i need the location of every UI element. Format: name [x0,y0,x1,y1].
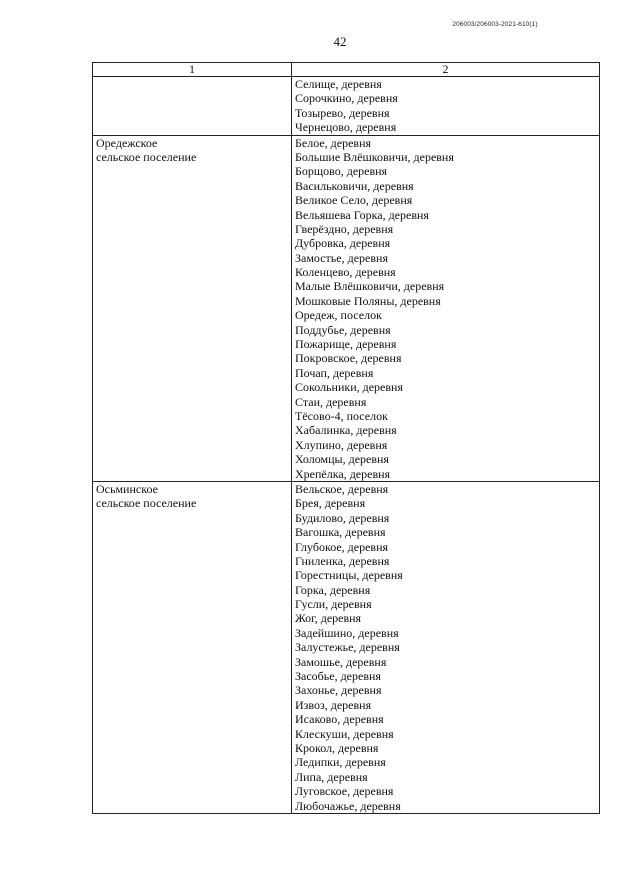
column-header-1: 1 [93,63,292,77]
place-item: Крокол, деревня [295,740,379,755]
place-item: Дубровка, деревня [295,236,391,251]
place-item: Васильковичи, деревня [295,178,414,193]
place-item: Сокольники, деревня [295,380,403,395]
place-item: Клескуши, деревня [295,726,394,741]
place-item: Хлупино, деревня [295,437,388,452]
place-item: Селище, деревня [295,77,382,91]
place-item: Тозырево, деревня [295,105,390,120]
place-item: Залустежье, деревня [295,640,400,655]
place-item: Засобье, деревня [295,669,381,684]
place-item: Вельское, деревня [295,481,389,496]
settlement-name-cell [93,135,292,481]
places-list-cell [292,135,600,481]
place-item: Брея, деревня [295,496,366,511]
place-item: Горестницы, деревня [295,568,403,583]
places-list-cell [292,77,600,136]
place-item: Задейшино, деревня [295,625,399,640]
place-item: Сорочкино, деревня [295,91,398,106]
table-row [93,135,600,481]
table-header-row [93,63,600,77]
place-item: Вельяшева Горка, деревня [295,207,429,222]
place-item: Стаи, деревня [295,394,367,409]
place-item: Замошье, деревня [295,654,387,669]
place-item: Пожарище, деревня [295,337,397,352]
settlement-name-cell [93,481,292,813]
settlement-name-cell [93,77,292,136]
place-item: Вагошка, деревня [295,525,386,540]
settlements-table [92,62,600,814]
table-row [93,481,600,813]
place-item: Мошковые Поляны, деревня [295,293,441,308]
settlement-name-line: сельское поселение [96,149,197,164]
place-item: Покровское, деревня [295,351,402,366]
place-item: Белое, деревня [295,135,372,150]
place-item: Хрепёлка, деревня [295,466,391,481]
place-item: Великое Село, деревня [295,193,413,208]
place-item: Луговское, деревня [295,784,394,799]
place-item: Чернецово, деревня [295,120,397,135]
place-item: Хабалинка, деревня [295,423,397,438]
place-item: Поддубье, деревня [295,322,391,337]
place-item: Тёсово-4, поселок [295,408,388,423]
place-item: Холомцы, деревня [295,452,389,467]
settlement-name-line: Оредежское [96,135,158,150]
place-item: Будилово, деревня [295,510,390,525]
place-item: Большие Влёшковичи, деревня [295,149,454,164]
place-item: Жог, деревня [295,611,362,626]
place-item: Борщово, деревня [295,164,388,179]
place-item: Любочажье, деревня [295,798,401,813]
settlement-name-line: Осьминское [96,481,158,496]
table-row [93,77,600,136]
place-item: Гниленка, деревня [295,553,390,568]
place-item: Липа, деревня [295,769,368,784]
place-item: Захонье, деревня [295,683,382,698]
place-item: Коленцево, деревня [295,265,396,280]
column-header-2: 2 [292,63,600,77]
place-item: Ледипки, деревня [295,755,386,770]
place-item: Гверёздно, деревня [295,221,394,236]
place-item: Почап, деревня [295,365,374,380]
place-item: Исаково, деревня [295,712,384,727]
places-list-cell [292,481,600,813]
settlement-name-line: сельское поселение [96,496,197,511]
place-item: Замостье, деревня [295,250,388,265]
place-item: Горка, деревня [295,582,371,597]
place-item: Гусли, деревня [295,597,372,612]
page-number: 42 [333,34,347,49]
place-item: Глубокое, деревня [295,539,389,554]
place-item: Малые Влёшковичи, деревня [295,279,445,294]
document-code: 206003/206003-2021-610(1) [452,21,538,28]
place-item: Извоз, деревня [295,697,372,712]
place-item: Оредеж, поселок [295,308,382,323]
